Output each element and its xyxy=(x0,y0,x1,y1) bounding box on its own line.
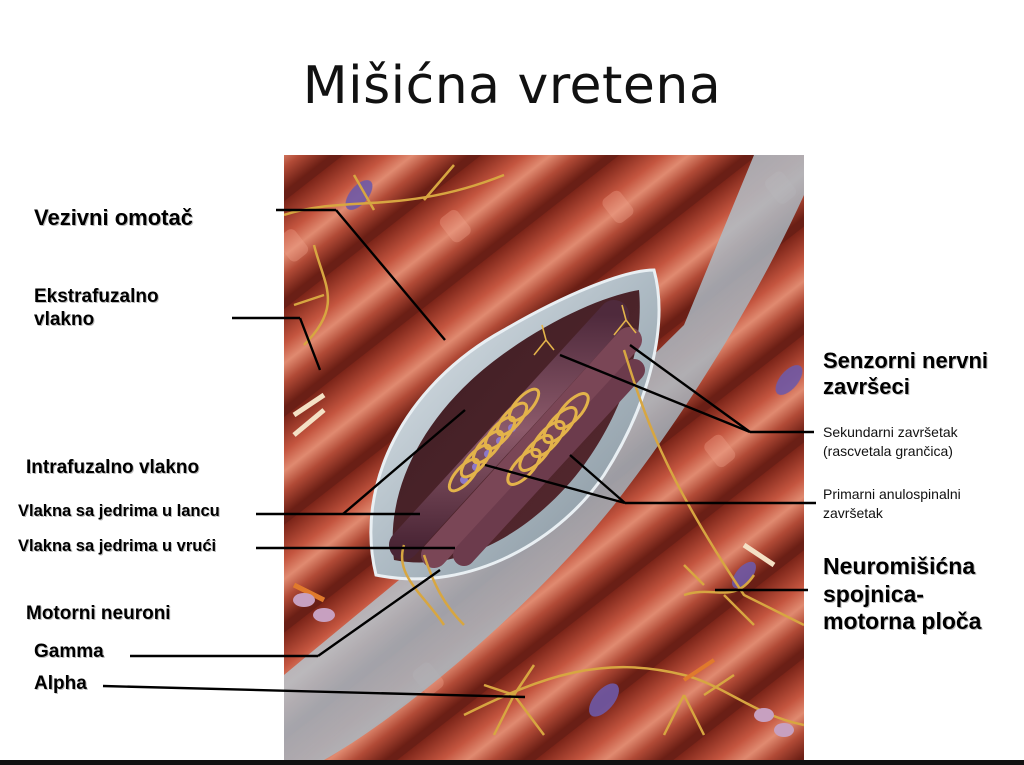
label-ekstrafuzalno-vlakno xyxy=(34,286,159,332)
label-vlakna-lanac: Vlakna sa jedrima u lancu xyxy=(18,502,220,520)
label-neuromisicna-spojnica xyxy=(823,553,981,636)
label-neuromisicna-line2: spojnica- xyxy=(823,580,924,607)
bottom-bar xyxy=(0,760,1024,765)
muscle-spindle-illustration xyxy=(284,155,804,760)
label-sekundarni-line1: Sekundarni završetak xyxy=(823,424,958,440)
label-gamma: Gamma xyxy=(34,641,104,662)
label-ekstrafuzalno-line1: Ekstrafuzalno xyxy=(34,286,159,307)
label-neuromisicna-line3: motorna ploča xyxy=(823,608,982,635)
label-intrafuzalno-vlakno: Intrafuzalno vlakno xyxy=(26,457,200,478)
label-vezivni-omotac: Vezivni omotač xyxy=(34,205,193,230)
label-alpha: Alpha xyxy=(34,673,87,694)
label-primarni-line1: Primarni anulospinalni xyxy=(823,486,961,502)
label-senzorni-line1: Senzorni nervni xyxy=(823,348,989,373)
label-primarni-line2: završetak xyxy=(823,504,883,521)
label-ekstrafuzalno-line2: vlakno xyxy=(34,308,95,330)
spindle-drawing xyxy=(284,155,804,760)
label-sekundarni-line2: (rascvetala grančica) xyxy=(823,442,953,459)
label-vlakna-vreca: Vlakna sa jedrima u vrući xyxy=(18,537,217,555)
label-senzorni-nervni-zavrseci xyxy=(823,348,988,401)
label-primarni-zavrsetak xyxy=(823,485,961,523)
label-neuromisicna-line1: Neuromišićna xyxy=(823,553,976,579)
slide-title: Mišićna vretena xyxy=(302,56,722,116)
label-motorni-neuroni: Motorni neuroni xyxy=(26,603,171,624)
label-sekundarni-zavrsetak xyxy=(823,423,958,461)
label-senzorni-line2: završeci xyxy=(823,374,910,400)
